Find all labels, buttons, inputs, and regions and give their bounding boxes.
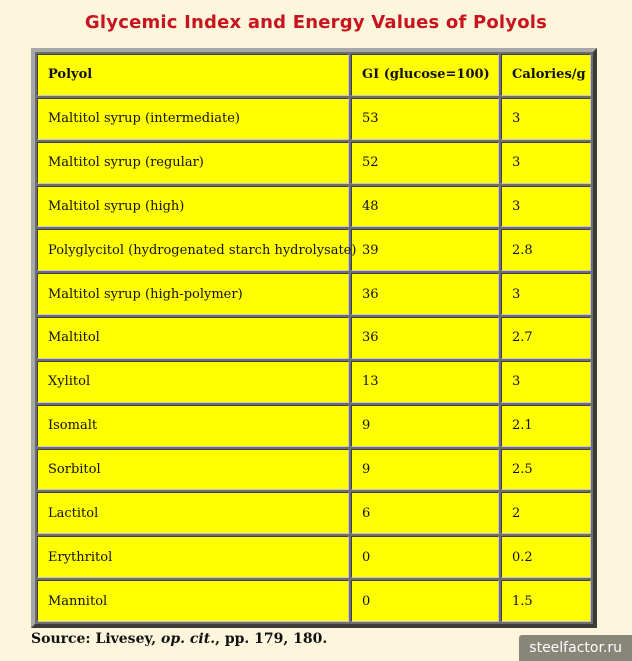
table-row bbox=[37, 449, 591, 491]
cell-polyol: Maltitol syrup (intermediate) bbox=[37, 98, 349, 140]
cell-polyol: Sorbitol bbox=[37, 449, 349, 491]
polyol-table bbox=[31, 48, 597, 628]
cell-calories: 2.7 bbox=[501, 317, 591, 359]
table-row bbox=[37, 273, 591, 315]
table-body bbox=[37, 54, 591, 622]
cell-calories: 2 bbox=[501, 492, 591, 534]
cell-gi: 36 bbox=[351, 317, 499, 359]
cell-gi: 53 bbox=[351, 98, 499, 140]
cell-calories: 2.8 bbox=[501, 229, 591, 271]
header-gi: GI (glucose=100) bbox=[351, 54, 499, 96]
cell-polyol: Xylitol bbox=[37, 361, 349, 403]
table-row bbox=[37, 98, 591, 140]
table-row bbox=[37, 142, 591, 184]
cell-gi: 9 bbox=[351, 449, 499, 491]
source-prefix: Source: Livesey, bbox=[31, 631, 162, 647]
cell-polyol: Maltitol syrup (high-polymer) bbox=[37, 273, 349, 315]
cell-gi: 52 bbox=[351, 142, 499, 184]
table-row bbox=[37, 580, 591, 622]
cell-gi: 39 bbox=[351, 229, 499, 271]
cell-polyol: Maltitol bbox=[37, 317, 349, 359]
source-italic: op. cit. bbox=[161, 631, 216, 647]
cell-calories: 1.5 bbox=[501, 580, 591, 622]
page-title: Glycemic Index and Energy Values of Polyols bbox=[84, 12, 548, 33]
cell-calories: 3 bbox=[501, 186, 591, 228]
cell-gi: 13 bbox=[351, 361, 499, 403]
cell-gi: 36 bbox=[351, 273, 499, 315]
source-citation bbox=[31, 631, 327, 647]
cell-polyol: Maltitol syrup (regular) bbox=[37, 142, 349, 184]
cell-calories: 3 bbox=[501, 98, 591, 140]
table-row bbox=[37, 492, 591, 534]
cell-gi: 9 bbox=[351, 405, 499, 447]
cell-calories: 3 bbox=[501, 273, 591, 315]
table-header-row bbox=[37, 54, 591, 96]
table-row bbox=[37, 229, 591, 271]
cell-polyol: Erythritol bbox=[37, 536, 349, 578]
cell-polyol: Polyglycitol (hydrogenated starch hydrolysate) bbox=[37, 229, 349, 271]
cell-polyol: Maltitol syrup (high) bbox=[37, 186, 349, 228]
cell-gi: 0 bbox=[351, 536, 499, 578]
cell-gi: 48 bbox=[351, 186, 499, 228]
cell-calories: 0.2 bbox=[501, 536, 591, 578]
header-calories: Calories/g bbox=[501, 54, 591, 96]
cell-calories: 3 bbox=[501, 142, 591, 184]
cell-calories: 3 bbox=[501, 361, 591, 403]
cell-polyol: Mannitol bbox=[37, 580, 349, 622]
cell-gi: 0 bbox=[351, 580, 499, 622]
cell-polyol: Isomalt bbox=[37, 405, 349, 447]
cell-calories: 2.1 bbox=[501, 405, 591, 447]
source-suffix: , pp. 179, 180. bbox=[215, 631, 328, 647]
table-row bbox=[37, 405, 591, 447]
table-row bbox=[37, 186, 591, 228]
table-row bbox=[37, 317, 591, 359]
header-polyol: Polyol bbox=[37, 54, 349, 96]
cell-gi: 6 bbox=[351, 492, 499, 534]
cell-calories: 2.5 bbox=[501, 449, 591, 491]
cell-polyol: Lactitol bbox=[37, 492, 349, 534]
table-row bbox=[37, 361, 591, 403]
watermark: steelfactor.ru bbox=[519, 635, 632, 661]
table-row bbox=[37, 536, 591, 578]
